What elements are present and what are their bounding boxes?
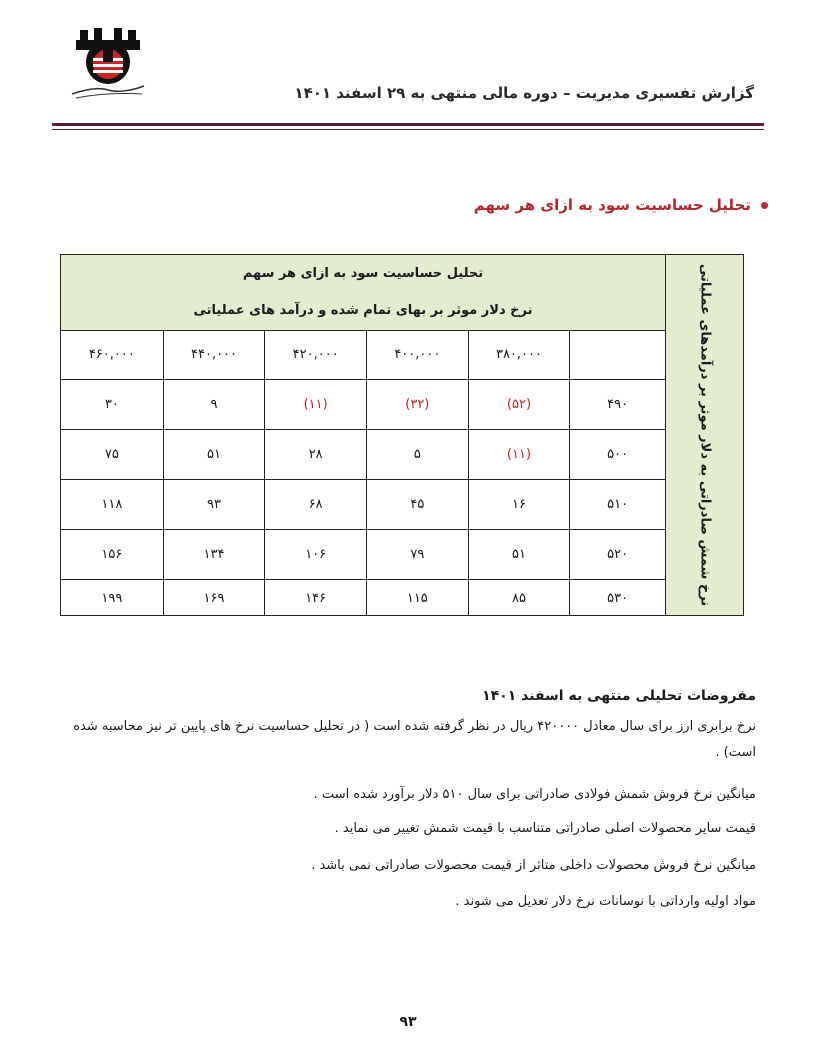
report-header-title: گزارش تفسیری مدیریت – دوره مالی منتهی به ۲۹ اسفند ۱۴۰۱ [294,84,754,102]
row-label: ۵۳۰ [569,580,665,616]
table-cell: ۷۵ [104,447,119,462]
table-cell: ۵۱ [468,530,570,579]
assumption-item: میانگین نرخ فروش شمش فولادی صادراتی برای سال ۵۱۰ دلار برآورد شده است . [313,787,756,802]
table-title: تحلیل حساسیت سود به ازای هر سهم [61,255,665,292]
sensitivity-table [60,254,744,616]
section-heading [474,196,768,214]
table-cell: ۶۸ [264,480,366,529]
table-cell: ۲۸ [264,430,366,479]
table-cell: ۱۹۹ [101,590,123,606]
column-header: ۴۲۰,۰۰۰ [264,330,366,379]
column-header: ۴۶۰,۰۰۰ [88,347,135,362]
assumption-item: قیمت سایر محصولات اصلی صادراتی متناسب با قیمت شمش تغییر می نماید . [334,821,756,836]
table-row [61,580,665,616]
column-header: ۴۴۰,۰۰۰ [163,330,265,379]
assumptions-title: مفروضات تحلیلی منتهی به اسفند ۱۴۰۱ [482,688,756,704]
table-cell: (۱۱) [264,380,366,429]
table-cell: ۱۰۶ [264,530,366,579]
table-row [61,480,665,530]
table-cell: ۱۴۶ [264,580,366,616]
table-cell: ۹۳ [163,480,265,529]
table-row [61,530,665,580]
table-cell: ۸۵ [468,580,570,616]
table-cell: ۵۱ [163,430,265,479]
page-number: ۹۳ [399,1014,417,1030]
table-cell: ۹ [163,380,265,429]
table-cell: ۷۹ [366,530,468,579]
table-cell: ۴۵ [366,480,468,529]
table-cell: ۱۳۴ [163,530,265,579]
row-group-header [665,255,743,615]
company-logo [66,28,150,102]
table-grid [61,330,665,615]
row-label: ۵۲۰ [569,530,665,579]
header-divider-thin [52,129,764,130]
table-cell: ۱۵۶ [101,547,123,562]
table-cell: (۱۱) [468,430,570,479]
column-header [569,330,665,379]
section-title: تحلیل حساسیت سود به ازای هر سهم [473,196,751,214]
column-header-row [61,330,665,380]
table-row [61,430,665,480]
bullet-icon [761,202,768,209]
table-cell: ۱۶۹ [163,580,265,616]
table-cell: (۳۲) [366,380,468,429]
assumption-item: مواد اولیه وارداتی با نوسانات نرخ دلار تعدیل می شوند . [455,894,756,909]
assumption-item: نرخ برابری ارز برای سال معادل ۴۲۰۰۰۰ ریال در نظر گرفته شده است ( در تحلیل حساسیت نرخ های پایین تر نیز محاسبه شده است) . [73,719,756,760]
table-cell: ۱۱۵ [366,580,468,616]
table-row [61,380,665,430]
column-header: ۴۰۰,۰۰۰ [366,330,468,379]
table-cell: ۱۶ [468,480,570,529]
table-cell: ۱۱۸ [101,497,123,512]
assumption-item: میانگین نرخ فروش محصولات داخلی متاثر از قیمت محصولات صادراتی نمی باشد . [311,858,756,873]
column-header: ۳۸۰,۰۰۰ [468,330,570,379]
table-cell: (۵۲) [468,380,570,429]
header-divider [52,123,764,126]
row-label: ۵۰۰ [569,430,665,479]
row-label: ۵۱۰ [569,480,665,529]
row-label: ۴۹۰ [569,380,665,429]
row-group-label: نرخ شمش صادراتی به دلار موثر بر درآمدهای عملیاتی [697,263,712,607]
table-cell: ۳۰ [104,397,119,412]
table-cell: ۵ [366,430,468,479]
column-group-label: نرخ دلار موثر بر بهای تمام شده و درآمد های عملیاتی [61,291,665,331]
